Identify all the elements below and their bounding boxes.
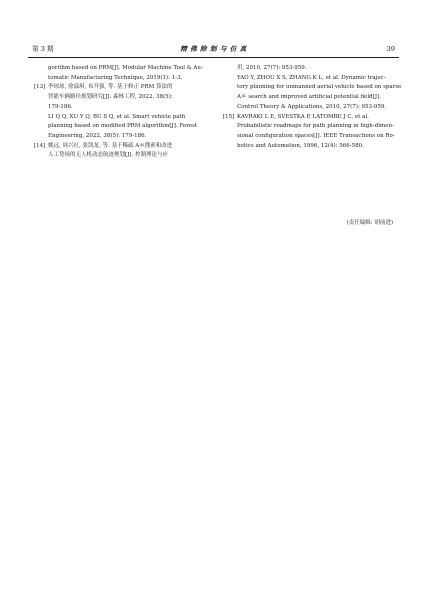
reference-line: Probabilistic roadmaps for path planning in high-dimen-	[237, 123, 394, 130]
reference-line: LI Q Q, XU Y Q, BU S Q, et al. Smart vehicle path	[48, 113, 186, 120]
journal-title: 精 佛 除 制 与 仿 真	[180, 45, 247, 53]
reference-line: YAO Y, ZHOU X S, ZHANG K L, et al. Dynamic trajec-	[237, 74, 386, 81]
reference-line: gorithm based on PRM[J]. Modular Machine Tool & Au-	[48, 65, 203, 71]
reference-line: Engineering, 2022, 38(5): 179-186.	[48, 132, 147, 139]
reference-12-continued	[34, 64, 204, 83]
reference-line: 李琼琼, 徐溢琪, 布升强, 等. 基于修正 PRM 算法的	[48, 84, 173, 91]
reference-15	[223, 113, 393, 152]
reference-line: tomatic Manufacturing Technique, 2019(1): 1-3.	[48, 74, 183, 81]
reference-14	[34, 142, 204, 161]
reference-line: 用, 2010, 27(7): 953-959.	[237, 65, 307, 71]
reference-line: 智能车辆路径规划研究[J]. 森林工程, 2022, 38(5):	[48, 94, 173, 101]
reference-line: 人工势场的无人机动态航迹规划[J]. 控制理论与应	[48, 152, 168, 159]
reference-number: [14]	[34, 142, 46, 149]
left-column	[34, 64, 204, 161]
page-number: 39	[386, 45, 395, 53]
reference-line: A＊ search and improved artificial potential field[J].	[237, 94, 381, 101]
header-rule	[28, 57, 399, 58]
reference-number: [15]	[223, 113, 235, 120]
reference-13	[34, 83, 204, 141]
reference-line: tory planning for unmanned aerial vehicle based on sparse	[237, 84, 402, 91]
page-header	[28, 42, 399, 56]
reference-line: 姚远, 周兴社, 张凯龙, 等. 基于稀疏 A＊搜索和改进	[48, 142, 173, 149]
reference-line: 179-186.	[48, 103, 73, 110]
right-column	[223, 64, 402, 151]
reference-line: botics and Automation, 1996, 12(4): 566-580.	[237, 142, 364, 149]
reference-line: sional configuration spaces[J]. IEEE Transactions on Ro-	[237, 132, 395, 139]
reference-line: KAVRAKI L E, SVESTKA P, LATOMBE J C, et al.	[237, 113, 369, 120]
issue-number: 第 3 期	[32, 45, 54, 53]
reference-number: [13]	[34, 84, 46, 91]
reference-14-continued	[223, 64, 402, 113]
editor-note: (责任编辑: 胡前进)	[346, 220, 393, 226]
reference-line: Control Theory & Applications, 2010, 27(7): 953-959.	[237, 103, 387, 110]
reference-line: planning based on modified PRM algorithm[J]. Forest	[48, 123, 198, 130]
